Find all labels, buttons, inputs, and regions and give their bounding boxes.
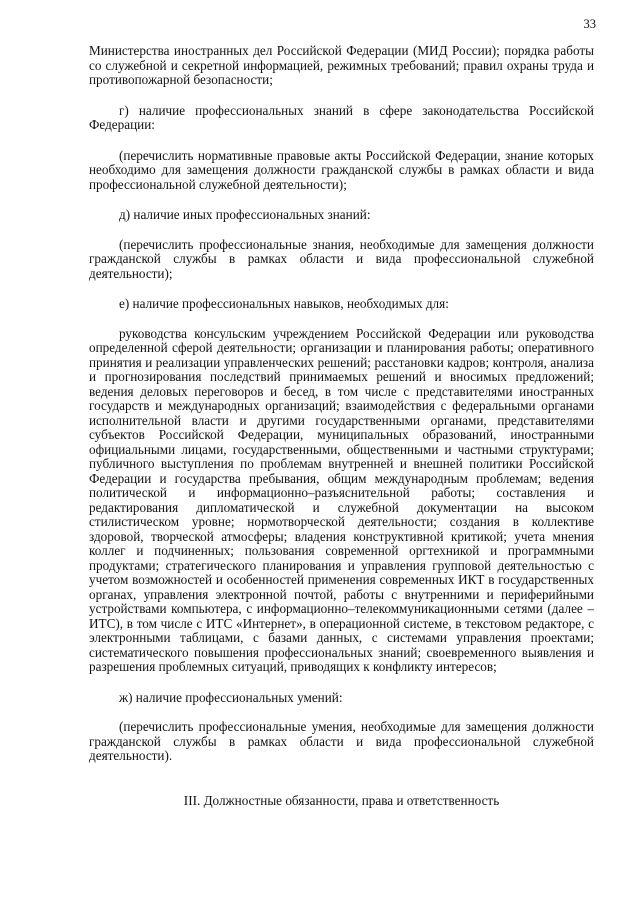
paragraph-list-other-knowledge: (перечислить профессиональные знания, необходимые для замещения должности гражданской службы в рамках области и вида профессиональной служебной деятельности); xyxy=(89,236,594,281)
paragraph-item-g: г) наличие профессиональных знаний в сфере законодательства Российской Федерации: xyxy=(89,102,594,132)
paragraph-item-d: д) наличие иных профессиональных знаний: xyxy=(119,207,371,222)
paragraph-item-zh: ж) наличие профессиональных умений: xyxy=(119,689,343,705)
section-heading: III. Должностные обязанности, права и ответственность xyxy=(183,793,500,808)
paragraph-skills-list: руководства консульским учреждением Российской Федерации или руководства определенной сферой деятельности; организации и планирования работы; оперативного принятия и реализации управленческих решений; расстановки кадров; контроля, анализа и прогнозирования последствий принимаемых решений и вносимых предложений; ведения деловых переговоров и бесед, в том числе с представителями иностранных государств и международных организаций; взаимодействия с федеральными органами исполнительной власти и другими государственными органами, представителями субъектов Российской Федерации, муниципальных образований, иностранными официальными лицами, государственными, общественными и частными структурами; публичного выступления по проблемам внутренней и внешней политики Российской Федерации и государства пребывания, общим международным проблемам; ведения политической и информационно–разъяснительной работы; составления и редактирования дипломатической и служебной документации на высоком стилистическом уровне; нормотворческой деятельности; создания в коллективе здоровой, творческой атмосферы; владения конструктивной критикой; учета мнения коллег и подчиненных; пользования современной оргтехникой и программными продуктами; стратегического планирования и управления групповой деятельностью с учетом возможностей и особенностей применения современных ИКТ в государственных органах, управления электронной почтой, работы с внутренними и периферийными устройствами компьютера, с информационно–телекоммуникационными сетями (далее – ИТС), в том числе с ИТС «Интернет», в операционной системе, в текстовом редакторе, с электронными таблицами, с базами данных, с системами управления проектами; систематического повышения профессиональных знаний; своевременного выявления и разрешения проблемных ситуаций, приводящих к конфликту интересов; xyxy=(89,325,594,674)
paragraph-mid-rules: Министерства иностранных дел Российской Федерации (МИД России); порядка работы со служебной и секретной информацией, режимных требований; правил охраны труда и противопожарной безопасности; xyxy=(89,43,594,87)
document-body xyxy=(89,44,594,780)
paragraph-list-legal-acts: (перечислить нормативные правовые акты Российской Федерации, знание которых необходимо для замещения должности гражданской службы в рамках области и вида профессиональной служебной деятельности); xyxy=(89,147,594,192)
paragraph-list-abilities: (перечислить профессиональные умения, необходимые для замещения должности гражданской службы в рамках области и вида профессиональной служебной деятельности). xyxy=(89,719,594,763)
page-number: 33 xyxy=(583,17,596,31)
paragraph-item-e: е) наличие профессиональных навыков, необходимых для: xyxy=(119,296,449,311)
